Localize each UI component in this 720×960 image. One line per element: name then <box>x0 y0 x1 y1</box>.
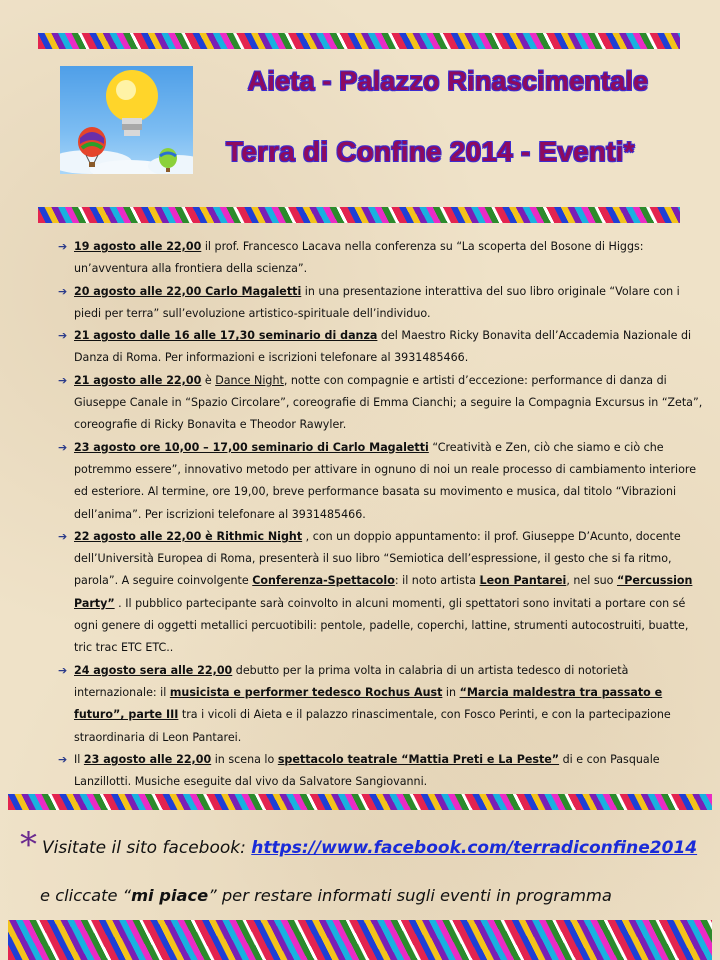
bullet-arrow-icon: ➔ <box>58 329 68 343</box>
event-date: 20 agosto alle 22,00 Carlo Magaletti <box>74 284 302 298</box>
event-date: 21 agosto dalle 16 alle 17,30 seminario di danza <box>74 329 378 343</box>
like-instruction <box>40 886 612 905</box>
like-text-start: e cliccate “ <box>40 886 132 905</box>
event-description: “Creatività e Zen, ciò che siamo e ciò che potremmo essere”, innovativo metodo per attivare in ognuno di noi un reale processo di cambiamento interiore ed esteriore. Al termine, ore 19,00, breve performance basata su movimento e musica, dal titolo “Vibrazioni dell’anima”. Per iscrizioni telefonare al 3931485466. <box>74 440 697 521</box>
event-connector: è <box>201 373 216 387</box>
event-item <box>58 660 710 749</box>
event-item <box>58 749 710 794</box>
event-list <box>58 236 710 793</box>
event-description: , notte con compagnie e artisti d’eccezione: performance di danza di Giuseppe Canale in “Spazio Circolare”, coreografie di Emma Cianchi; a seguire la Compagnia Excursus in “Zeta”, coreografie di Ricky Bonavita e Theodor Rawyler. <box>74 373 703 432</box>
event-item <box>58 437 710 526</box>
event-date: 24 agosto sera alle 22,00 <box>74 663 233 677</box>
event-description: : il noto artista <box>394 574 480 588</box>
event-link: spettacolo teatrale “Mattia Preti e La Peste” <box>277 752 560 766</box>
facebook-line <box>42 838 697 858</box>
footnote-star: * <box>20 825 37 865</box>
like-text-end: ” per restare informati sugli eventi in programma <box>208 886 612 905</box>
bullet-arrow-icon: ➔ <box>58 284 68 298</box>
event-item <box>58 526 710 660</box>
page-title-venue: Aieta - Palazzo Rinascimentale <box>247 66 649 96</box>
facebook-link[interactable]: https://www.facebook.com/terradiconfine2014 <box>251 838 698 858</box>
event-description: del Maestro Ricky Bonavita dell’Accademia Nazionale di Danza di Roma. Per informazioni e iscrizioni telefonare al 3931485466. <box>74 329 692 365</box>
bullet-arrow-icon: ➔ <box>58 663 68 677</box>
event-date: 21 agosto alle 22,00 <box>74 373 202 387</box>
event-link: Leon Pantarei <box>479 574 567 588</box>
event-item <box>58 325 710 370</box>
bullet-arrow-icon: ➔ <box>58 240 68 253</box>
decorative-band-bottom <box>8 920 712 960</box>
event-description: . Il pubblico partecipante sarà coinvolto in alcuni momenti, gli spettatori sono invitati a portare con sé ogni genere di oggetti metallici percuotibili: pentole, padelle, coperchi, lattine, strumenti autocostruiti, buatte, tric trac ETC ETC.. <box>74 596 689 655</box>
bullet-arrow-icon: ➔ <box>58 373 68 387</box>
event-date: 23 agosto ore 10,00 – 17,00 seminario di Carlo Magaletti <box>74 440 429 454</box>
event-date: 22 agosto alle 22,00 è Rithmic Night <box>74 529 303 543</box>
event-description: in <box>442 685 460 699</box>
event-description: , con un doppio appuntamento: il prof. Giuseppe D’Acunto, docente dell’Università Europea di Roma, presenterà il suo libro “Semiotica dell’espressione, il gesto che si fa ritmo, parola”. A seguire coinvolgente <box>74 529 681 588</box>
decorative-band-middle <box>38 207 680 223</box>
event-link: musicista e performer tedesco Rochus Aust <box>169 685 443 699</box>
decorative-band-top <box>38 33 680 49</box>
event-item <box>58 370 710 437</box>
event-date: 23 agosto alle 22,00 <box>83 752 212 766</box>
event-date: 19 agosto alle 22,00 <box>74 240 202 253</box>
event-item <box>58 281 710 326</box>
event-description: in scena lo <box>211 752 278 766</box>
event-description: debutto per la prima volta in calabria di un artista tedesco di notorietà internazionale: il <box>74 663 629 699</box>
bullet-arrow-icon: ➔ <box>58 440 68 454</box>
facebook-label: Visitate il sito facebook: <box>42 838 252 858</box>
event-link: Conferenza-Spettacolo <box>252 574 395 588</box>
bullet-arrow-icon: ➔ <box>58 529 68 543</box>
event-description: tra i vicoli di Aieta e il palazzo rinascimentale, con Fosco Perinti, e con la partecipazione straordinaria di Leon Pantarei. <box>74 708 671 744</box>
lightbulb-balloons-icon <box>60 66 193 174</box>
event-item <box>58 236 710 281</box>
event-highlight: Dance Night <box>215 373 284 387</box>
event-link: “Percussion Party” <box>74 574 693 610</box>
event-lead: Il <box>74 752 84 766</box>
event-link: “Marcia maldestra tra passato e futuro”, parte III <box>74 685 663 722</box>
like-keyword: mi piace <box>131 886 209 905</box>
bullet-arrow-icon: ➔ <box>58 752 68 766</box>
event-description: , nel suo <box>566 574 617 588</box>
decorative-band-lower <box>8 794 712 810</box>
event-description: di e con Pasquale Lanzillotti. Musiche eseguite dal vivo da Salvatore Sangiovanni. <box>74 752 660 789</box>
page-title-event: Terra di Confine 2014 - Eventi* <box>226 136 635 167</box>
event-description: il prof. Francesco Lacava nella conferenza su “La scoperta del Bosone di Higgs: un’avventura alla frontiera della scienza”. <box>74 240 644 276</box>
event-description: in una presentazione interattiva del suo libro originale “Volare con i piedi per terra” sull’evoluzione artistico-spirituale dell’individuo. <box>74 284 680 320</box>
